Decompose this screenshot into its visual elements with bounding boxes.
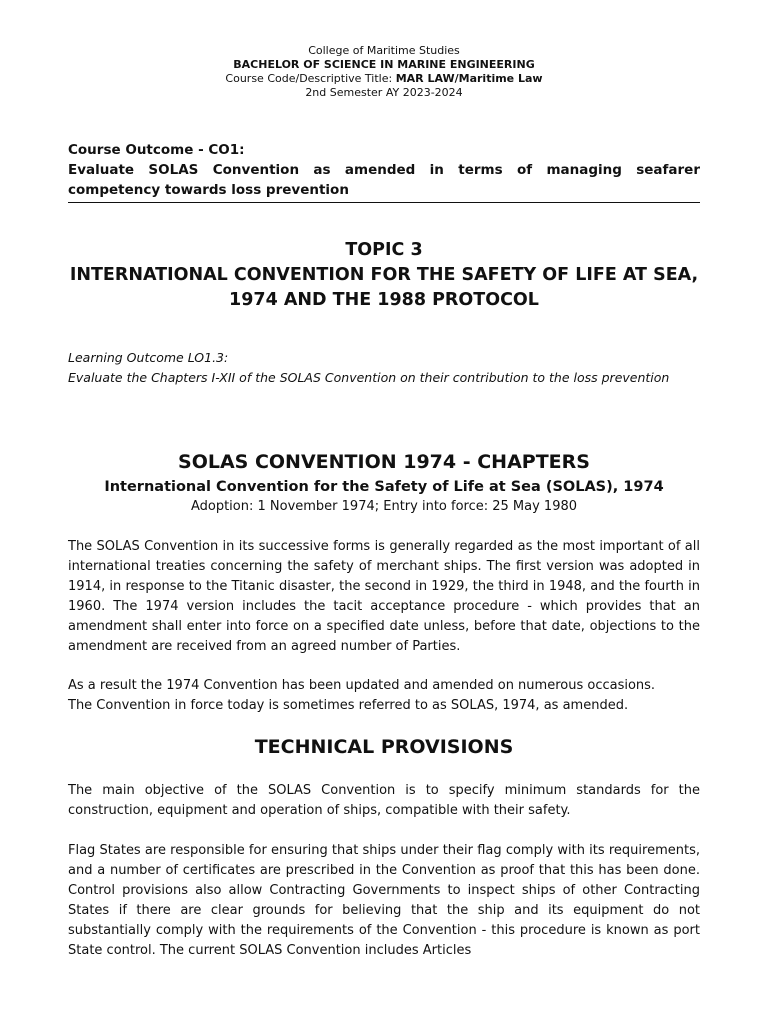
learning-outcome-statement: Evaluate the Chapters I-XII of the SOLAS Convention on their contribution to the loss prevention (68, 370, 670, 385)
learning-outcome (68, 348, 700, 388)
course-outcome (68, 140, 700, 200)
divider (68, 202, 700, 203)
paragraph-amendments-line1: As a result the 1974 Convention has been updated and amended on numerous occasions. (68, 678, 656, 693)
section-heading-technical: TECHNICAL PROVISIONS (254, 736, 514, 758)
learning-outcome-label: Learning Outcome LO1.3: (68, 350, 229, 365)
course-value: MAR LAW/Maritime Law (395, 72, 543, 85)
topic-number: TOPIC 3 (345, 240, 423, 260)
topic-title-line1: INTERNATIONAL CONVENTION FOR THE SAFETY OF LIFE AT SEA, (69, 265, 699, 285)
course-line (68, 72, 700, 86)
program-name: BACHELOR OF SCIENCE IN MARINE ENGINEERING (233, 58, 535, 71)
course-outcome-statement: Evaluate SOLAS Convention as amended in terms of managing seafarer competency towards loss prevention (68, 162, 700, 198)
adoption-dates: Adoption: 1 November 1974; Entry into force: 25 May 1980 (190, 499, 578, 514)
paragraph-flag-states: Flag States are responsible for ensuring that ships under their flag comply with its requirements, and a number of certificates are prescribed in the Convention as proof that this has been done. Control provisions also allow Contracting Governments to inspect ships of other Contracting States if there are clear grounds for believing that the ship and its equipment do not substantially comply with the requirements of the Convention - this procedure is known as port State control. The current SOLAS Convention includes Articles (68, 843, 700, 958)
section-heading-chapters: SOLAS CONVENTION 1974 - CHAPTERS (178, 451, 590, 473)
section-subheading: International Convention for the Safety of Life at Sea (SOLAS), 1974 (104, 479, 664, 495)
topic-title-line2: 1974 AND THE 1988 PROTOCOL (229, 290, 539, 310)
paragraph-amendments-line2: The Convention in force today is sometimes referred to as SOLAS, 1974, as amended. (68, 698, 629, 713)
paragraph-history: The SOLAS Convention in its successive forms is generally regarded as the most important of all international treaties concerning the safety of merchant ships. The first version was adopted in 1914, in response to the Titanic disaster, the second in 1929, the third in 1948, and the fourth in 1960. The 1974 version includes the tacit acceptance procedure - which provides that an amendment shall enter into force on a specified date unless, before that date, objections to the amendment are received from an agreed number of Parties. (68, 539, 700, 654)
college-name: College of Maritime Studies (308, 44, 460, 57)
paragraph-objective: The main objective of the SOLAS Convention is to specify minimum standards for the construction, equipment and operation of ships, compatible with their safety. (68, 783, 700, 818)
semester: 2nd Semester AY 2023-2024 (305, 86, 463, 99)
paragraph-amendments (68, 676, 700, 716)
document-header (68, 44, 700, 100)
topic-title (68, 238, 700, 313)
course-label: Course Code/Descriptive Title: (225, 72, 396, 85)
course-outcome-label: Course Outcome - CO1: (68, 142, 245, 158)
